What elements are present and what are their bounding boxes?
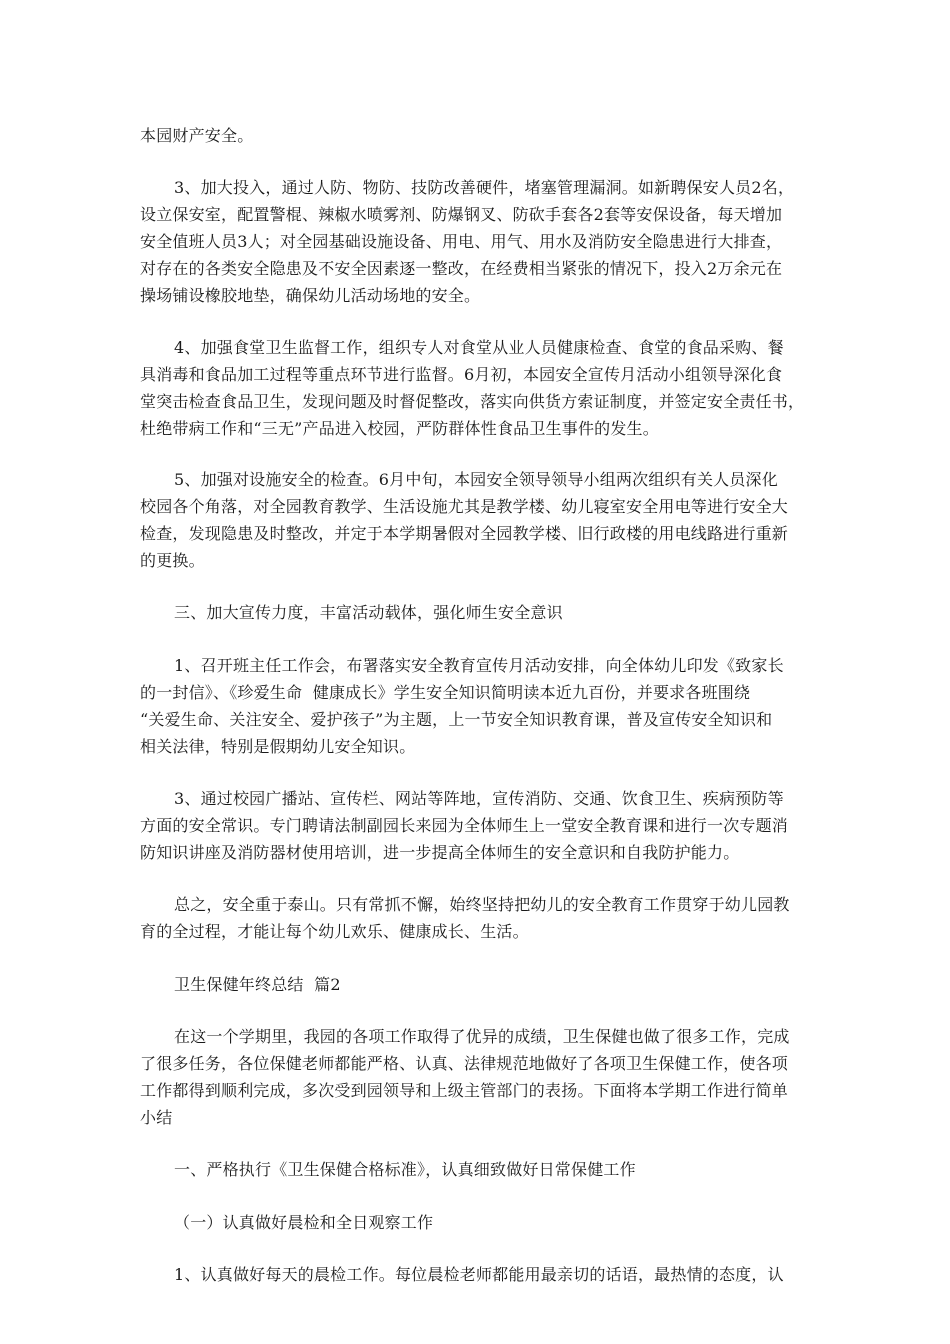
text-line: 的一封信》、《珍爱生命 健康成长》学生安全知识简明读本近九百份，并要求各班围绕 — [140, 683, 751, 702]
text-line: 堂突击检查食品卫生，发现问题及时督促整改，落实向供货方索证制度，并签定安全责任书， — [140, 392, 805, 411]
text-line: 杜绝带病工作和“三无”产品进入校园，严防群体性食品卫生事件的发生。 — [140, 419, 659, 438]
text-line: 本园财产安全。 — [140, 126, 254, 145]
text-line: 方面的安全常识。专门聘请法制副园长来园为全体师生上一堂安全教育课和进行一次专题消 — [140, 816, 789, 835]
text-line: 在这一个学期里，我园的各项工作取得了优异的成绩，卫生保健也做了很多工作，完成 — [174, 1027, 790, 1046]
text-line: 相关法律，特别是假期幼儿安全知识。 — [140, 737, 416, 756]
section-heading: 卫生保健年终总结 篇2 — [174, 975, 341, 994]
text-line: 1、召开班主任工作会，布署落实安全教育宣传月活动安排，向全体幼儿印发《致家长 — [174, 656, 784, 675]
section-heading: 三、加大宣传力度，丰富活动载体，强化师生安全意识 — [174, 603, 563, 622]
text-line: 了很多任务，各位保健老师都能严格、认真、法律规范地做好了各项卫生保健工作，使各项 — [140, 1054, 789, 1073]
text-line: 校园各个角落，对全园教育教学、生活设施尤其是教学楼、幼儿寝室安全用电等进行安全大 — [140, 497, 789, 516]
text-line: 具消毒和食品加工过程等重点环节进行监督。6月初，本园安全宣传月活动小组领导深化食 — [140, 365, 783, 384]
text-line: 防知识讲座及消防器材使用培训，进一步提高全体师生的安全意识和自我防护能力。 — [140, 843, 740, 862]
text-line: 总之，安全重于泰山。只有常抓不懈，始终坚持把幼儿的安全教育工作贯穿于幼儿园教 — [174, 895, 790, 914]
subsection-heading: （一）认真做好晨检和全日观察工作 — [174, 1213, 434, 1232]
text-line: 5、加强对设施安全的检查。6月中旬，本园安全领导领导小组两次组织有关人员深化 — [174, 470, 778, 489]
section-heading: 一、严格执行《卫生保健合格标准》，认真细致做好日常保健工作 — [174, 1160, 636, 1179]
text-line: 3、通过校园广播站、宣传栏、网站等阵地，宣传消防、交通、饮食卫生、疾病预防等 — [174, 789, 784, 808]
text-line: 3、加大投入，通过人防、物防、技防改善硬件，堵塞管理漏洞。如新聘保安人员2名， — [174, 178, 795, 197]
text-line: “关爱生命、关注安全、爱护孩子”为主题，上一节安全知识教育课，普及宣传安全知识和 — [140, 710, 773, 729]
text-line: 4、加强食堂卫生监督工作，组织专人对食堂从业人员健康检查、食堂的食品采购、餐 — [174, 338, 784, 357]
text-line: 工作都得到顺利完成，多次受到园领导和上级主管部门的表扬。下面将本学期工作进行简单 — [140, 1081, 789, 1100]
text-line: 操场铺设橡胶地垫，确保幼儿活动场地的安全。 — [140, 286, 481, 305]
text-line: 设立保安室，配置警棍、辣椒水喷雾剂、防爆钢叉、防砍手套各2套等安保设备，每天增加 — [140, 205, 783, 224]
text-line: 的更换。 — [140, 551, 205, 570]
text-line: 检查，发现隐患及时整改，并定于本学期暑假对全园教学楼、旧行政楼的用电线路进行重新 — [140, 524, 789, 543]
text-line: 安全值班人员3人；对全园基础设施设备、用电、用气、用水及消防安全隐患进行大排查， — [140, 232, 783, 251]
text-line: 小结 — [140, 1108, 173, 1127]
text-line: 1、认真做好每天的晨检工作。每位晨检老师都能用最亲切的话语，最热情的态度，认 — [174, 1265, 784, 1284]
text-line: 育的全过程，才能让每个幼儿欢乐、健康成长、生活。 — [140, 922, 529, 941]
text-line: 对存在的各类安全隐患及不安全因素逐一整改，在经费相当紧张的情况下，投入2万余元在 — [140, 259, 783, 278]
